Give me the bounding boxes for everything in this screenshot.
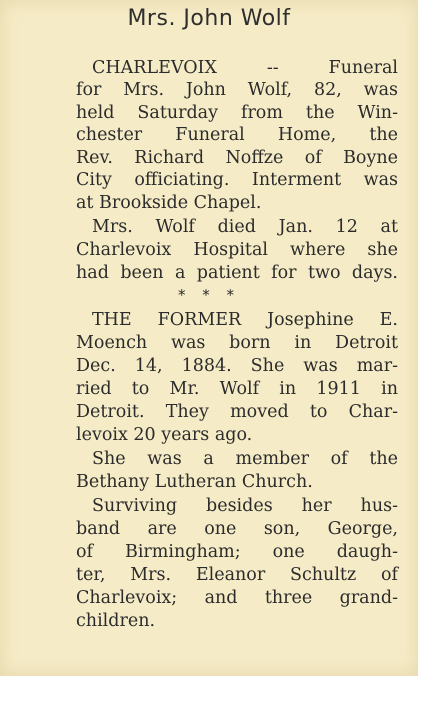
article-line: Surviving besides her hus- bbox=[92, 496, 398, 516]
article-line: Charlevoix; and three grand- bbox=[76, 588, 398, 608]
article-line: children. bbox=[76, 611, 156, 631]
article-line: Moench was born in Detroit bbox=[76, 333, 398, 353]
article-line: levoix 20 years ago. bbox=[76, 425, 253, 445]
article-line: Detroit. They moved to Char- bbox=[76, 402, 398, 422]
obituary-headline: Mrs. John Wolf bbox=[127, 6, 291, 31]
article-line: ried to Mr. Wolf in 1911 in bbox=[76, 379, 398, 399]
article-line: of Birmingham; one daugh- bbox=[76, 542, 398, 562]
article-line: City officiating. Interment was bbox=[76, 170, 398, 190]
article-line: band are one son, George, bbox=[76, 519, 398, 539]
article-line: ter, Mrs. Eleanor Schultz of bbox=[76, 565, 398, 585]
article-line: Rev. Richard Noffze of Boyne bbox=[76, 148, 398, 168]
article-line: Mrs. Wolf died Jan. 12 at bbox=[92, 217, 398, 237]
article-line: for Mrs. John Wolf, 82, was bbox=[76, 80, 398, 100]
article-line: Dec. 14, 1884. She was mar- bbox=[76, 356, 398, 376]
article-line: She was a member of the bbox=[92, 449, 398, 469]
article-line: Charlevoix Hospital where she bbox=[76, 240, 398, 260]
article-line: had been a patient for two days. bbox=[76, 263, 398, 283]
article-line: Bethany Lutheran Church. bbox=[76, 472, 313, 492]
article-line: at Brookside Chapel. bbox=[76, 193, 262, 213]
article-line: THE FORMER Josephine E. bbox=[92, 310, 398, 330]
section-separator: * * * bbox=[177, 286, 241, 304]
article-line: held Saturday from the Win- bbox=[76, 103, 398, 123]
article-line: chester Funeral Home, the bbox=[76, 125, 398, 145]
article-line: CHARLEVOIX -- Funeral bbox=[92, 58, 398, 78]
